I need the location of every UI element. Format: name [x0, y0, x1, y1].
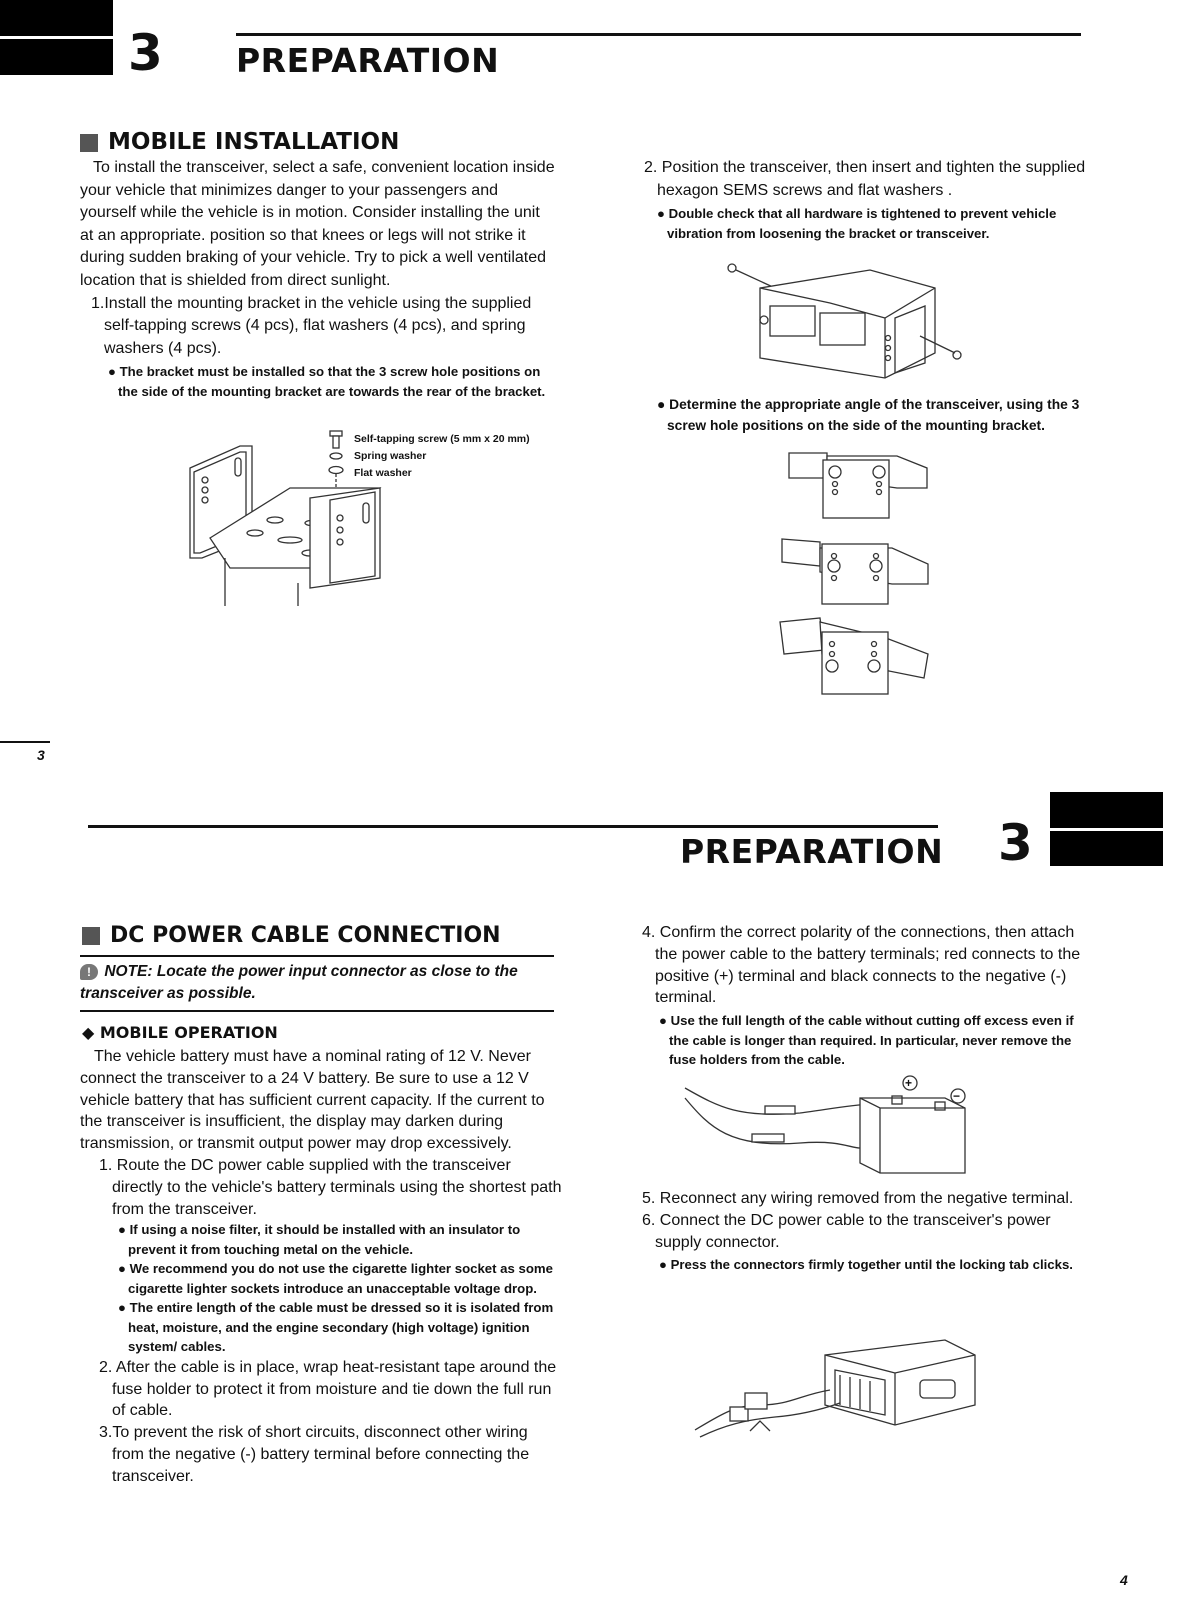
sub-heading-mobile-operation: ◆ MOBILE OPERATION — [82, 1023, 278, 1042]
note-label: NOTE: — [104, 963, 153, 980]
title-rule-top — [236, 33, 1081, 36]
step-1-bullet: ● The bracket must be installed so that the 3 screw hole positions on the side of the mounting bracket are towards the rear of the bracket. — [108, 364, 546, 399]
power-connector-figure — [690, 1335, 980, 1445]
right-column-top — [633, 157, 1093, 243]
intro-paragraph: To install the transceiver, select a safe, convenient location inside your vehicle that minimizes danger to your passengers and yourself while the vehicle is in motion. Consider installing the unit at an appropriate. position so that knees or legs will not strike it during sudden braking of your vehicle. Try to pick a well ventilated location that is shielded from direct sunlight. — [80, 159, 555, 289]
screw-icon — [330, 431, 342, 448]
dc-step-1-bullet-1: ● If using a noise filter, it should be installed with an insulator to prevent it from touching metal on the vehicle. — [118, 1222, 521, 1257]
page-number-top: 3 — [37, 747, 45, 763]
battery-connection-figure — [680, 1068, 980, 1183]
section-title-dc-power — [82, 925, 501, 947]
step-1: 1.Install the mounting bracket in the vehicle using the supplied self-tapping screws (4 pcs), flat washers (4 pcs), and spring washers (4 pcs). — [91, 294, 532, 357]
chapter-number-bottom: 3 — [998, 814, 1033, 872]
dc-step-1-bullet-2: ● We recommend you do not use the cigarette lighter socket as some cigarette lighter sockets introduce an unacceptable voltage drop. — [118, 1261, 553, 1296]
flat-washer-icon — [329, 467, 343, 474]
section-title-text-2: DC POWER CABLE CONNECTION — [110, 923, 501, 948]
step-2-bullet: ● Double check that all hardware is tightened to prevent vehicle vibration from loosening the bracket or transceiver. — [657, 206, 1057, 241]
angle-bullet-block — [651, 395, 1091, 436]
chapter-title-bottom: PREPARATION — [680, 832, 944, 871]
chapter-number-top: 3 — [128, 24, 163, 82]
left-column-top — [80, 157, 556, 401]
section-title-text: MOBILE INSTALLATION — [108, 129, 400, 155]
title-rule-bottom — [88, 825, 938, 828]
left-column-bottom — [80, 1046, 562, 1488]
chapter-tab-top — [0, 0, 113, 75]
note-rule-top — [80, 955, 554, 957]
note-block — [80, 961, 554, 1005]
angle-figure-3 — [776, 614, 936, 698]
dc-step-6: 6. Connect the DC power cable to the transceiver's power supply connector. — [642, 1211, 1051, 1251]
dc-step-4-bullet: ● Use the full length of the cable without cutting off excess even if the cable is longer than required. In particular, never remove the fuse holders from the cable. — [659, 1013, 1074, 1068]
dc-intro-paragraph: The vehicle battery must have a nominal rating of 12 V. Never connect the transceiver to a 24 V battery. Be sure to use a 12 V vehicle battery that has sufficient current capacity. If the current to the transceiver is insufficient, the display may darken during transmission, or transmit output power may drop excessively. — [80, 1048, 545, 1153]
battery-plus-label: + — [905, 1076, 913, 1090]
right-column-bottom-2 — [633, 1188, 1095, 1275]
chapter-tab-bottom — [1050, 792, 1163, 866]
page-number-rule-top — [0, 741, 50, 743]
angle-figure-1 — [787, 448, 937, 522]
note-rule-bottom — [80, 1010, 554, 1012]
chapter-title-top: PREPARATION — [236, 41, 500, 80]
angle-bullet: ● Determine the appropriate angle of the transceiver, using the 3 screw hole positions on the side of the mounting bracket. — [657, 397, 1080, 433]
label-spring-washer: Spring washer — [354, 450, 427, 462]
label-screw: Self-tapping screw (5 mm x 20 mm) — [354, 433, 530, 445]
step-2: 2. Position the transceiver, then insert and tighten the supplied hexagon SEMS screws and flat washers . — [644, 159, 1086, 199]
dc-step-3: 3.To prevent the risk of short circuits, disconnect other wiring from the negative (-) battery terminal before connecting the transceiver. — [99, 1424, 530, 1485]
transceiver-in-bracket-figure — [720, 258, 970, 388]
square-bullet-icon-2 — [82, 927, 100, 945]
dc-step-1-bullet-3: ● The entire length of the cable must be dressed so it is isolated from heat, moisture, and the engine secondary (high voltage) ignition system/ cables. — [118, 1300, 554, 1355]
battery-minus-label: − — [953, 1089, 961, 1103]
mounting-bracket-figure — [180, 428, 560, 613]
dc-step-5: 5. Reconnect any wiring removed from the negative terminal. — [642, 1190, 1074, 1207]
square-bullet-icon — [80, 134, 98, 152]
note-icon: ! — [80, 964, 98, 980]
dc-step-4: 4. Confirm the correct polarity of the connections, then attach the power cable to the battery terminals; red connects to the positive (+) terminal and black connects to the negative (-) terminal. — [642, 924, 1081, 1007]
dc-step-1: 1. Route the DC power cable supplied with the transceiver directly to the vehicle's battery terminals using the shortest path from the transceiver. — [99, 1156, 562, 1218]
spring-washer-icon — [330, 453, 342, 459]
dc-step-2: 2. After the cable is in place, wrap heat-resistant tape around the fuse holder to protect it from moisture and tie down the full run of cable. — [99, 1358, 557, 1420]
angle-figure-2 — [780, 534, 935, 608]
note-text: Locate the power input connector as close to the transceiver as possible. — [80, 963, 518, 1002]
right-column-bottom — [633, 922, 1093, 1070]
label-flat-washer: Flat washer — [354, 467, 412, 479]
section-title-mobile-installation — [80, 131, 399, 154]
dc-step-6-bullet: ● Press the connectors firmly together until the locking tab clicks. — [659, 1257, 1073, 1273]
page-number-bottom: 4 — [1120, 1572, 1128, 1588]
